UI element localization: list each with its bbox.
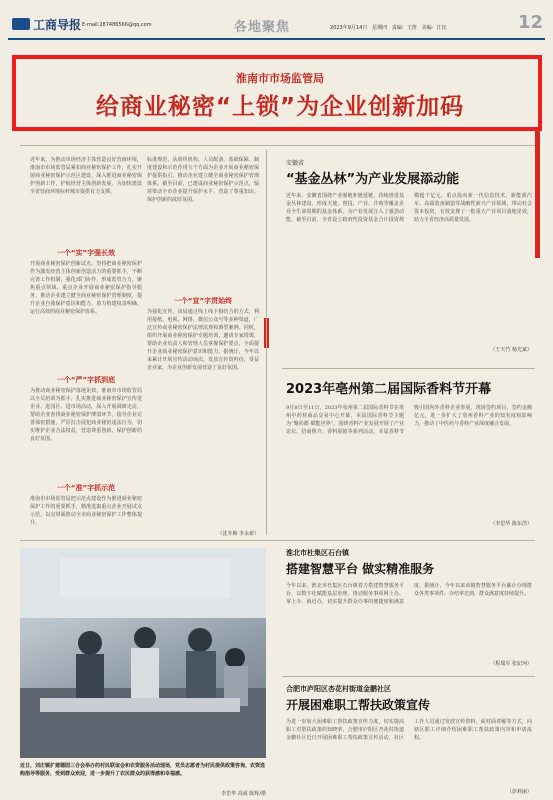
divider xyxy=(20,540,535,541)
article-2-author: （王天竹 杨光斌） xyxy=(490,347,532,353)
article-4-author: （程瑞军 张妃珂） xyxy=(490,661,532,667)
article-2-headline: “基金丛林”为产业发展添动能 xyxy=(286,172,460,187)
issue-editor: 责编：王笛 xyxy=(391,25,417,31)
lead-author: （沈冬梅 李永新） xyxy=(217,531,259,537)
article-5-headline: 开展困难职工帮扶政策宣传 xyxy=(286,698,431,712)
photo-caption-text: 近日，刘庄镇扩建德园三合会举办的村民联谊会和农资服务活动现场，党员志愿者为村民提供政策咨询、农资选购指导等服务，受到群众欢迎，进一步提升了农民群众的获得感和幸福感。 xyxy=(20,763,266,777)
photo-caption-author: 李思华 高成 陈辉/摄 xyxy=(221,791,266,797)
news-photo xyxy=(20,548,266,758)
lead-subhead-3: 一个“准”字抓示范 xyxy=(56,484,116,492)
article-5 xyxy=(272,678,537,798)
masthead-email: E-mail:287486566@qq.com xyxy=(82,22,152,28)
column-divider xyxy=(266,150,267,535)
lead-body-2: 为推动商业秘密保护落地见效，淮南市市场监管局以全员培训为抓手，扎实推进商业秘密保护宣传进企业、进园区、进市场活动，深入开展调研走访，帮助企业查找商业秘密保护薄弱环节，指导企业完善保密措施，严厉打击侵犯商业秘密违法行为，切实维护企业合法权益，营造尊重创新、保护创新的良好氛围。 xyxy=(30,388,142,442)
article-5-body: 为进一步加大困难职工帮扶政策宣传力度，切实提高职工对帮扶政策的知晓率，合肥市庐阳区杏花村街道金鹏社区近日开展困难职工帮扶政策宣传活动，社区工作人员通过发放宣传资料、面对面讲解等方式，向辖区职工详细介绍困难职工帮扶政策内容和申请流程。 xyxy=(286,719,532,741)
issue-designer: 美编：江珏 xyxy=(421,25,447,31)
lead-col2-body: 标准规范，从组织机构、人员配备、基础保障、制度建设和示范作用五个方面为企业开展商业秘密保护提供指引，推动企业建立健全商业秘密保护管理体系。截至目前，已建成商业秘密保护示范点，辐射带动全市企业提升保护水平，营造了尊重知识、保护创新的浓厚氛围。 xyxy=(147,157,259,203)
divider xyxy=(20,145,535,146)
article-3 xyxy=(272,370,537,535)
issue-info xyxy=(330,24,447,31)
lead-subhead-2: 一个“严”字抓到底 xyxy=(56,376,116,384)
photo-scene xyxy=(20,548,266,758)
divider xyxy=(282,676,535,677)
issue-date: 2023年9月14日 xyxy=(330,25,368,31)
article-3-author: （李思华 陈东浩） xyxy=(490,521,532,527)
article-3-body: 9月8日至11日，2023年亳州第二届国际香料节在亳州中药材商品交易中心开幕，本届国际香料节主题为“聚药都 赋能世界”，围绕香料产业发展开展了产业论坛、招商推介、香料展销等系列活动。本届香料节吸引国内外香料企业参展，现场签约项目，签约金额亿元，进一步扩大了亳州香料产业的知名度和影响力，推动了中医药与香料产业深度融合发展。 xyxy=(286,405,532,435)
article-4-kicker: 淮北市杜集区石台镇 xyxy=(286,549,349,557)
lead-kicker: 淮南市市场监管局 xyxy=(236,72,324,85)
section-title: 各地聚焦 xyxy=(234,20,291,35)
lead-subhead-4: 一个“宣”字贯始终 xyxy=(173,297,233,305)
lead-headline: 给商业秘密“上锁”为企业创新加码 xyxy=(95,94,465,120)
brand-name: 工商导报 xyxy=(33,18,82,32)
lead-body-1: 开展商业秘密保护创新试点，坚持把商业秘密保护作为激发经营主体创新创造活力的重要抓手，不断完善工作机制，强化部门协作，形成监管合力。聚焦重点领域、重点企业开展商业秘密保护指导服务，推动企业建立健全商业秘密保护管理制度，提升企业自我保护意识和能力，着力构建权责明确、运行高效的商业秘密保护体系。 xyxy=(30,261,142,315)
article-4 xyxy=(272,542,537,672)
article-5-author: （彭莉丽） xyxy=(506,789,532,795)
highlight-box xyxy=(12,55,542,131)
article-2 xyxy=(272,150,537,365)
article-4-headline: 搭建智慧平台 做实精准服务 xyxy=(286,562,435,576)
article-2-body: 近年来，安徽省围绕产业强链补链延链，持续推进基金丛林建设，形成天使、创投、产业、并购等覆盖企业全生命周期的基金体系，为产业发展注入了强劲动能。截至目前，全省设立政府性投资基金合计投资规模超千亿元，重点投向新一代信息技术、新能源汽车、高端装备制造等战略性新兴产业领域，带动社会资本投资，有效支撑了一批重大产业项目落地见效，助力全省经济高质量发展。 xyxy=(286,193,532,223)
issue-weekday: 星期四 xyxy=(372,25,388,31)
article-3-headline: 2023年亳州第二届国际香料节开幕 xyxy=(286,382,492,397)
brand-logo xyxy=(12,18,30,30)
divider xyxy=(282,368,535,369)
lead-col2-body-2: 为强化宣传，该局通过线上线下相结合的方式，利用报纸、电视、网络、微信公众号等多种渠道，广泛宣传商业秘密保护法律法规和典型案例。同时，组织开展商业秘密保护专题培训，邀请专家授课，帮助企业负责人和管理人员掌握保护要点，全面提升企业商业秘密保护意识和能力。据统计，今年以来累计开展宣传活动场次，发放宣传资料份，受益企业家，为企业创新发展营造了良好氛围。 xyxy=(147,309,259,371)
photo-caption xyxy=(20,762,266,798)
article-4-body: 今年以来，淮北市杜集区石台镇着力搭建智慧服务平台，以数字化赋能基层治理，推动服务事项网上办、掌上办、就近办，切实提升群众办事的便捷度和满意度。据统计，今年以来该镇智慧服务平台累计办理群众各类事项件，办结率达到，群众满意度持续提升。 xyxy=(286,583,532,605)
lead-intro: 近年来，为推动市场经济主体营造良好营商环境，淮南市市场监管局紧扣商业秘密保护工作，扎实开展商业秘密保护示范区建设，深入推进商业秘密保护创新工作，护航经营主体创新发展，为加快建设全省营商环境标杆城市提供有力支撑。 xyxy=(30,157,142,195)
article-5-kicker: 合肥市庐阳区杏花村街道金鹏社区 xyxy=(286,685,391,693)
lead-subhead-1: 一个“实”字强长效 xyxy=(56,249,116,257)
masthead-rule xyxy=(8,38,545,40)
lead-body-3: 淮南市市场监管局把示范点建设作为推进商业秘密保护工作的重要抓手，精准选取重点企业开展试点示范，以点带面推动全市商业秘密保护工作整体提升。 xyxy=(30,496,142,526)
article-2-kicker: 安徽省 xyxy=(286,160,305,167)
page-number: 12 xyxy=(518,12,544,33)
masthead xyxy=(0,0,553,42)
